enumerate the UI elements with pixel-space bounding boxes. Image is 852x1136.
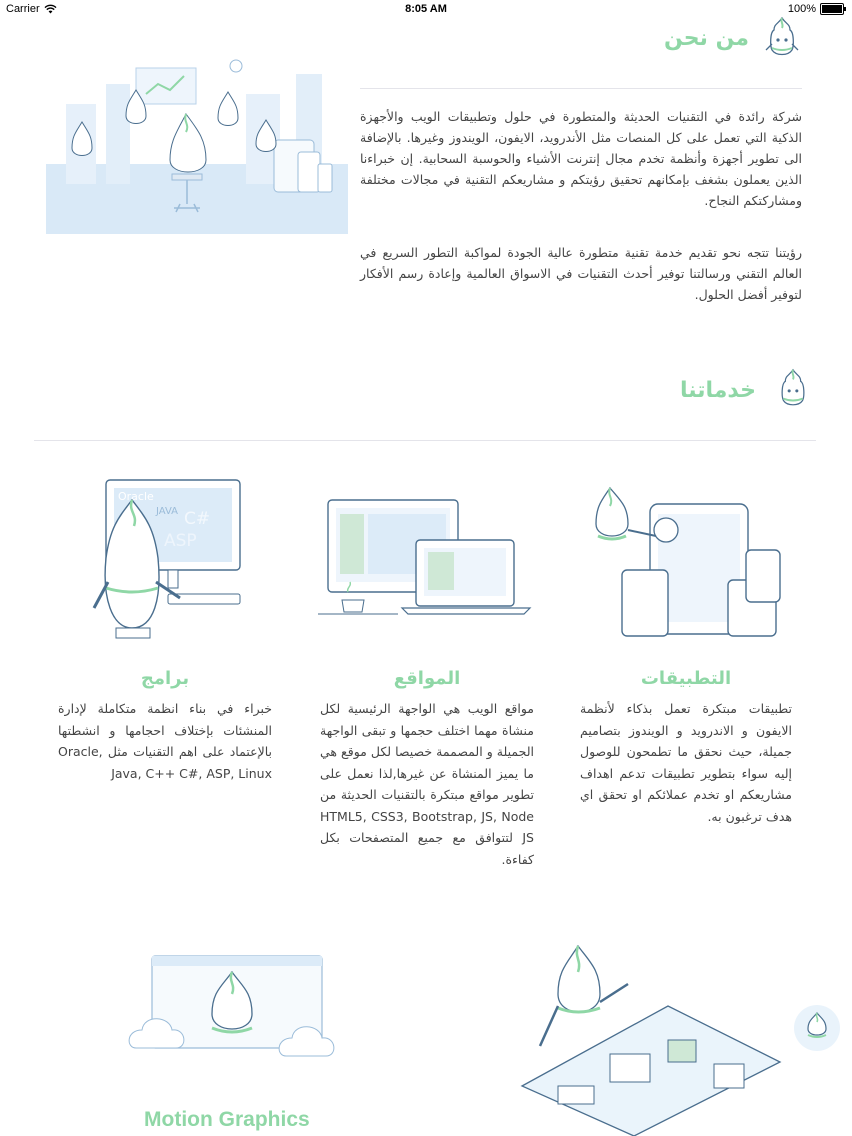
csharp-label: C# [184,509,211,529]
battery-percent: 100% [787,3,816,15]
mascot-icon [758,16,806,60]
battery-icon [820,3,844,15]
services-title: خدماتنا [680,378,756,403]
services-divider [34,440,816,441]
service-apps-text: تطبيقات مبتكرة تعمل بذكاء لأنظمة الايفون و الاندرويد و الويندوز بتصاميم جميلة، حيث نحقق ما تطمحون للوصول إليه سواء بتطوير تطبيقات تدعم اهداف مشاريعكم او تخدم عملائكم او تحقق اي هدف ترغبون به. [580,701,792,824]
service-web-title: المواقع [393,668,461,689]
about-divider [360,88,802,89]
web-illustration [318,496,536,626]
team-illustration [46,44,348,234]
service-software-text: خبراء في بناء انظمة متكاملة لإدارة المنشئات بإختلاف احجامها و انشطتها بالإعتماد على اهم التقنيات مثل Oracle, Java, C++ C#, ASP, Linux [58,701,272,781]
motion-graphics-title: Motion Graphics [144,1108,310,1131]
status-bar [0,0,852,20]
software-illustration [84,478,246,642]
mascot-icon [770,366,816,412]
battery-group [788,3,844,15]
carrier-label: Carrier [6,3,40,15]
hardware-illustration [518,936,782,1136]
java-label: JAVA [156,506,179,517]
about-title: من نحن [664,26,749,51]
mascot-float-icon [794,1005,840,1051]
about-paragraph-1: شركة رائدة في التقنيات الحديثة والمتطورة في حلول وتطبيقات الويب والأجهزة الذكية التي تعمل على كل المنصات مثل الأندرويد، الايفون، الويندوز وغيرها. بالإضافة الى تطوير أجهزة وأنظمة تخدم مجال إنترنت الأشياء والحوسبة السحابية. إن خبراءنا الذين يعملون بشغف بإمكانهم تحقيق رؤيتكم و مشاريعكم التقنية في مجالات مختلفة ومشاركتكم النجاح. [360,109,802,208]
asp-label: ASP [164,531,197,551]
motion-graphics-illustration [126,952,338,1068]
service-software-title: برامج [140,668,190,689]
oracle-label: Oracle [118,490,154,503]
apps-illustration [580,484,800,640]
about-paragraph-2: رؤيتنا تتجه نحو تقديم خدمة تقنية متطورة عالية الجودة لمواكبة التطور السريع في العالم التقني ورسالتنا توفير أحدث التقنيات في الاسواق العالمية وإعادة رسم الأفكار لتوفير أفضل الحلول. [360,245,802,302]
floating-mascot-button[interactable] [794,1005,840,1051]
service-web-text: مواقع الويب هي الواجهة الرئيسية لكل منشاة مهما اختلف حجمها و تبقى الواجهة الجميلة و المصممة خصيصا لكل موقع هي ما يميز المنشاة عن غيرها,لذا نعمل على تطوير مواقع مبتكرة بالتقنيات الحديثة من HTML5, CSS3, Bootstrap, JS, Node JS لتتوافق مع جميع المتصفحات بكل كفاءة. [320,701,534,867]
clock: 8:05 AM [405,3,447,15]
service-apps-title: التطبيقات [640,668,732,689]
